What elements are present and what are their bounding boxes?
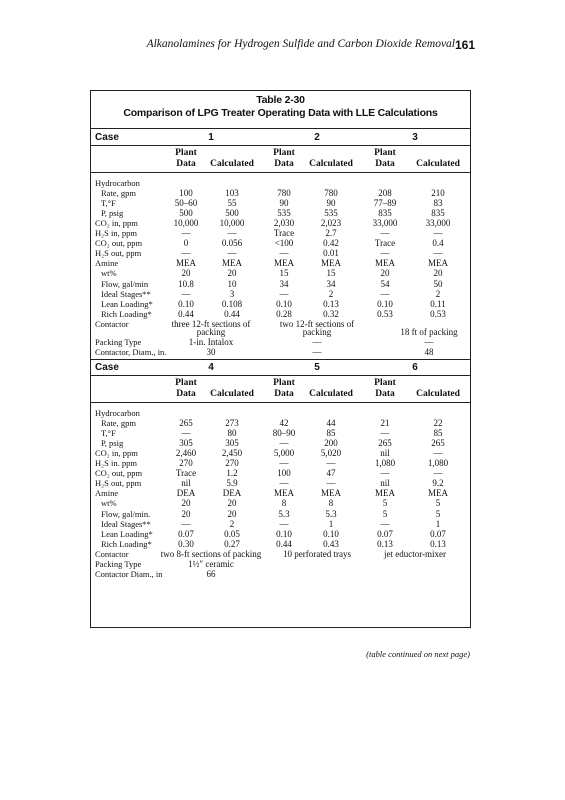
table-cell: 0.07 — [430, 528, 446, 539]
table-cell: 265 — [378, 438, 392, 449]
table-cell: — — [380, 428, 390, 439]
table-cell: 0.10 — [377, 298, 393, 309]
table-cell: 2 — [328, 288, 334, 299]
table-cell: 0.10 — [178, 298, 194, 309]
table-cell: 22 — [433, 418, 443, 429]
table-cell: 273 — [225, 418, 239, 429]
table-cell: 270 — [179, 458, 193, 469]
row-label: Contactor — [95, 548, 129, 559]
table-cell: 0.05 — [224, 528, 240, 539]
table-cell: 208 — [378, 188, 392, 199]
table-cell: 0.32 — [323, 308, 339, 319]
table-cell: 305 — [179, 438, 193, 449]
continued-note: (table continued on next page) — [366, 649, 470, 659]
table-cell: 34 — [326, 278, 336, 289]
case-rule — [91, 375, 470, 376]
row-label: wt% — [101, 268, 117, 279]
col-head-calculated: Calculated — [416, 389, 460, 399]
table-cell: 77–89 — [373, 198, 397, 209]
table-cell: 85 — [326, 428, 336, 439]
table-cell: 85 — [433, 428, 443, 439]
table-cell: — — [326, 478, 336, 489]
table-cell: 0.11 — [430, 298, 446, 309]
table-cell: 3 — [229, 288, 235, 299]
table-cell: 20 — [181, 498, 191, 509]
row-label: Hydrocarbon — [95, 408, 140, 418]
table-cell: 20 — [380, 268, 390, 279]
row-label: Ideal Stages** — [101, 518, 151, 529]
table-cell: 5.3 — [278, 508, 290, 519]
table-cell: MEA — [375, 258, 395, 269]
case-number: 2 — [314, 132, 320, 143]
table-cell: 200 — [324, 438, 338, 449]
table-cell: Trace — [175, 468, 197, 479]
row-label: wt% — [101, 498, 117, 509]
col-head-data: Data — [176, 389, 196, 399]
table-cell: 15 — [326, 268, 336, 279]
row-label: T,°F — [101, 198, 116, 209]
packing-cell: — — [424, 336, 434, 347]
table-cell: 1.2 — [226, 468, 238, 479]
packing-cell: 1-in. Intalox — [188, 336, 234, 347]
table-cell: 80 — [227, 428, 237, 439]
table-cell: 55 — [227, 198, 237, 209]
case-number: 4 — [208, 362, 214, 373]
table-cell: 20 — [227, 508, 237, 519]
table-cell: 0.13 — [430, 538, 446, 549]
row-label: Packing Type — [95, 336, 142, 347]
row-label: CO₂ out, ppm — [95, 468, 143, 479]
table-cell: 835 — [431, 208, 445, 219]
table-cell: — — [380, 248, 390, 259]
table-cell: 0.10 — [276, 298, 292, 309]
row-label: Rich Loading* — [101, 308, 152, 319]
table-cell: — — [433, 228, 443, 239]
table-cell: 90 — [279, 198, 289, 209]
table-cell: 0.44 — [178, 308, 194, 319]
table-cell: — — [326, 458, 336, 469]
table-cell: MEA — [222, 258, 242, 269]
table-cell: 0.01 — [323, 248, 339, 259]
table-cell: 0.53 — [377, 308, 393, 319]
table-cell: 0.108 — [221, 298, 243, 309]
table-cell: 500 — [179, 208, 193, 219]
table-cell: 5,000 — [273, 448, 295, 459]
table-cell: 8 — [328, 498, 334, 509]
row-label: CO₂ out, ppm — [95, 238, 143, 249]
table-cell: nil — [181, 478, 191, 489]
packing-cell: — — [312, 336, 322, 347]
row-label: P, psig — [101, 438, 124, 449]
diam-cell: 66 — [206, 568, 216, 579]
table-cell: — — [181, 248, 191, 259]
table-cell: MEA — [428, 488, 448, 499]
col-head-data: Data — [274, 159, 294, 169]
table-cell: 2,030 — [273, 218, 295, 229]
col-head-plant: Plant — [175, 378, 197, 388]
row-label: Flow, gal/min — [101, 278, 149, 289]
table-cell: 5 — [382, 498, 388, 509]
row-label: H₂S out, ppm — [95, 248, 142, 259]
table-cell: 20 — [181, 508, 191, 519]
table-cell: MEA — [321, 258, 341, 269]
diam-cell: 30 — [206, 346, 216, 357]
col-head-plant: Plant — [374, 378, 396, 388]
table-cell: Trace — [374, 238, 396, 249]
table-cell: 0.13 — [323, 298, 339, 309]
table-cell: 90 — [326, 198, 336, 209]
row-label: Amine — [95, 488, 119, 499]
contactor-cell: two 8-ft sections of packing — [160, 548, 262, 559]
table-cell: 10,000 — [219, 218, 245, 229]
table-cell: 80–90 — [272, 428, 296, 439]
table-cell: 103 — [225, 188, 239, 199]
table-cell: 535 — [277, 208, 291, 219]
col-head-data: Data — [176, 159, 196, 169]
row-label: P, psig — [101, 208, 124, 219]
contactor-cell: 10 perforated trays — [283, 548, 351, 559]
row-label: Ideal Stages** — [101, 288, 151, 299]
row-label: Contactor — [95, 318, 129, 329]
caption-rule — [91, 128, 470, 129]
case-label: Case — [95, 132, 119, 143]
table-cell: 20 — [227, 268, 237, 279]
col-head-calculated: Calculated — [416, 159, 460, 169]
table-cell: 835 — [378, 208, 392, 219]
table-cell: — — [227, 248, 237, 259]
table-cell: 1,080 — [374, 458, 396, 469]
table-cell: 5 — [435, 508, 441, 519]
table-cell: — — [279, 458, 289, 469]
table-cell: — — [380, 468, 390, 479]
table-cell: — — [279, 518, 289, 529]
table-cell: — — [181, 228, 191, 239]
table-cell: DEA — [176, 488, 196, 499]
running-title: Alkanolamines for Hydrogen Sulfide and Carbon Dioxide Removal — [146, 38, 455, 50]
contactor-cell: jet eductor-mixer — [383, 548, 447, 559]
table-cell: 9.2 — [432, 478, 444, 489]
table-cell: 10,000 — [173, 218, 199, 229]
table-cell: — — [433, 468, 443, 479]
table-cell: — — [181, 288, 191, 299]
table-cell: MEA — [375, 488, 395, 499]
table-cell: — — [433, 248, 443, 259]
table-cell: — — [181, 518, 191, 529]
table-cell: — — [380, 228, 390, 239]
case-number: 1 — [208, 132, 214, 143]
case-number: 3 — [412, 132, 418, 143]
case-number: 5 — [314, 362, 320, 373]
table-cell: 0.42 — [323, 238, 339, 249]
table-cell: 2,023 — [320, 218, 342, 229]
diam-cell: — — [312, 346, 322, 357]
table-cell: MEA — [176, 258, 196, 269]
row-label: Packing Type — [95, 558, 142, 569]
row-label: H₂S in. ppm — [95, 458, 137, 469]
table-cell: MEA — [274, 258, 294, 269]
table-cell: 1,080 — [427, 458, 449, 469]
table-cell: 50 — [433, 278, 443, 289]
row-label: Rate, gpm — [101, 188, 136, 199]
col-head-calculated: Calculated — [309, 389, 353, 399]
case-number: 6 — [412, 362, 418, 373]
table-cell: 10 — [227, 278, 237, 289]
contactor-cell: packing — [302, 326, 332, 337]
table-cell: 0.056 — [221, 238, 243, 249]
table-cell: — — [279, 248, 289, 259]
table-cell: 44 — [326, 418, 336, 429]
table-cell: 1 — [328, 518, 334, 529]
table-cell: 5 — [435, 498, 441, 509]
table-cell: — — [279, 438, 289, 449]
table-cell: 0.13 — [377, 538, 393, 549]
table-cell: 2,450 — [221, 448, 243, 459]
contactor-cell: packing — [196, 326, 226, 337]
table-cell: 100 — [179, 188, 193, 199]
table-cell: 20 — [181, 268, 191, 279]
table-cell: 47 — [326, 468, 336, 479]
table-cell: MEA — [274, 488, 294, 499]
table-cell: 5 — [382, 508, 388, 519]
page-number: 161 — [454, 38, 475, 52]
case-label: Case — [95, 362, 119, 373]
table-cell: 0.07 — [377, 528, 393, 539]
table-cell: 0.53 — [430, 308, 446, 319]
row-label: Rate, gpm — [101, 418, 136, 429]
table-cell: 0.07 — [178, 528, 194, 539]
row-label: Amine — [95, 258, 119, 269]
table-cell: 100 — [277, 468, 291, 479]
table-cell: 33,000 — [372, 218, 398, 229]
table-cell: 0.27 — [224, 538, 240, 549]
table-cell: 2,460 — [175, 448, 197, 459]
table-cell: 535 — [324, 208, 338, 219]
table-cell: 305 — [225, 438, 239, 449]
table-cell: 33,000 — [425, 218, 451, 229]
contactor-cell: 18 ft of packing — [400, 326, 458, 337]
table-cell: 2.7 — [325, 228, 337, 239]
row-label: Contactor, Diam., in. — [95, 346, 167, 357]
table-cell: 210 — [431, 188, 445, 199]
table-cell: — — [380, 518, 390, 529]
table-cell: 0.28 — [276, 308, 292, 319]
col-head-data: Data — [375, 389, 395, 399]
table-cell: 5.9 — [226, 478, 238, 489]
diam-cell: 48 — [424, 346, 434, 357]
row-label: Rich Loading* — [101, 538, 152, 549]
row-label: T,°F — [101, 428, 116, 439]
col-head-plant: Plant — [175, 148, 197, 158]
table-cell: 5,020 — [320, 448, 342, 459]
col-head-calculated: Calculated — [210, 159, 254, 169]
packing-cell: 1½″ ceramic — [188, 558, 234, 569]
table-cell: — — [380, 288, 390, 299]
table-cell: 0.10 — [276, 528, 292, 539]
table-cell: 8 — [281, 498, 287, 509]
table-cell: Trace — [273, 228, 295, 239]
table-cell: 0.43 — [323, 538, 339, 549]
table-cell: 34 — [279, 278, 289, 289]
table-cell: 500 — [225, 208, 239, 219]
table-cell: 42 — [279, 418, 289, 429]
row-label: H₂S in, ppm — [95, 228, 137, 239]
block-rule — [91, 359, 470, 360]
table-cell: nil — [380, 448, 390, 459]
table-cell: 780 — [324, 188, 338, 199]
table-cell: — — [279, 288, 289, 299]
table-cell: 0.4 — [432, 238, 444, 249]
row-label: Contactor Diam., in — [95, 568, 163, 579]
col-head-plant: Plant — [273, 378, 295, 388]
contactor-cell: two 12-ft sections of — [279, 318, 355, 329]
table-cell: 0.10 — [323, 528, 339, 539]
row-label: Lean Loading* — [101, 528, 153, 539]
table-title: Comparison of LPG Treater Operating Data with LLE Calculations — [123, 107, 438, 119]
table-cell: 0.30 — [178, 538, 194, 549]
row-label: Hydrocarbon — [95, 178, 140, 188]
table-cell: 15 — [279, 268, 289, 279]
table-cell: 0 — [183, 238, 189, 249]
table-cell: 54 — [380, 278, 390, 289]
data-table — [90, 90, 471, 628]
row-label: Lean Loading* — [101, 298, 153, 309]
table-cell: 10.8 — [178, 278, 194, 289]
col-head-calculated: Calculated — [309, 159, 353, 169]
col-head-plant: Plant — [273, 148, 295, 158]
col-head-data: Data — [274, 389, 294, 399]
table-cell: 265 — [179, 418, 193, 429]
row-label: H₂S out, ppm — [95, 478, 142, 489]
table-cell: <100 — [274, 238, 294, 249]
table-cell: — — [227, 228, 237, 239]
table-cell: 1 — [435, 518, 441, 529]
table-cell: nil — [380, 478, 390, 489]
table-cell: 20 — [227, 498, 237, 509]
row-label: Flow, gal/min. — [101, 508, 151, 519]
table-cell: 2 — [435, 288, 441, 299]
table-cell: MEA — [321, 488, 341, 499]
col-head-data: Data — [375, 159, 395, 169]
table-cell: — — [279, 478, 289, 489]
row-label: CO₂ in, ppm — [95, 218, 138, 229]
table-cell: 0.44 — [276, 538, 292, 549]
header-rule — [91, 402, 470, 403]
table-cell: 0.44 — [224, 308, 240, 319]
row-label: CO₂ in, ppm — [95, 448, 138, 459]
case-rule — [91, 145, 470, 146]
table-cell: — — [433, 448, 443, 459]
table-cell: 50–60 — [174, 198, 198, 209]
table-cell: 265 — [431, 438, 445, 449]
col-head-calculated: Calculated — [210, 389, 254, 399]
table-cell: 5.3 — [325, 508, 337, 519]
table-cell: 21 — [380, 418, 390, 429]
table-cell: 20 — [433, 268, 443, 279]
table-cell: — — [181, 428, 191, 439]
contactor-cell: three 12-ft sections of — [171, 318, 251, 329]
table-number: Table 2-30 — [256, 94, 305, 106]
col-head-plant: Plant — [374, 148, 396, 158]
table-cell: DEA — [222, 488, 242, 499]
running-head — [0, 38, 565, 54]
table-cell: 2 — [229, 518, 235, 529]
table-cell: 780 — [277, 188, 291, 199]
table-cell: 270 — [225, 458, 239, 469]
table-cell: 83 — [433, 198, 443, 209]
table-cell: MEA — [428, 258, 448, 269]
header-rule — [91, 172, 470, 173]
